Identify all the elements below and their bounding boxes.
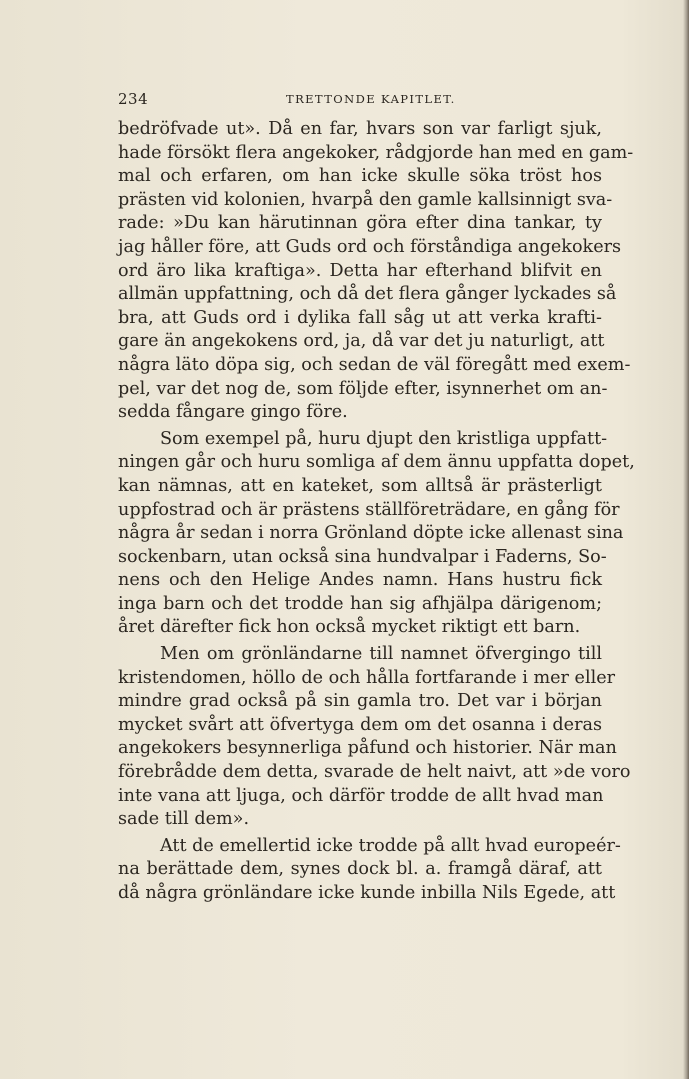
- text-line: ord äro lika kraftiga». Detta har efterhand blifvit en: [118, 260, 602, 281]
- text-line: bra, att Guds ord i dylika fall såg ut att verka krafti-: [118, 307, 602, 328]
- text-line: då några grönländare icke kunde inbilla Nils Egede, att: [118, 883, 616, 903]
- paragraph: [118, 428, 635, 640]
- text-line: hade försökt flera angekoker, rådgjorde han med en gam-: [118, 142, 634, 163]
- page-header: [118, 90, 602, 110]
- text-line: sockenbarn, utan också sina hundvalpar i Faderns, So-: [118, 546, 607, 567]
- text-line: mindre grad också på sin gamla tro. Det var i början: [118, 691, 602, 712]
- paragraph: [118, 835, 621, 906]
- text-line: Men om grönländarne till namnet öfvergingo till: [160, 644, 602, 665]
- text-line: mycket svårt att öfvertyga dem om det osanna i deras: [118, 714, 602, 735]
- text-line: rade: »Du kan härutinnan göra efter dina tankar, ty: [118, 213, 602, 234]
- text-line: ningen går och huru somliga af dem ännu uppfatta dopet,: [118, 452, 635, 473]
- text-line: sade till dem».: [118, 809, 250, 830]
- text-line: kan nämnas, att en kateket, som alltså är prästerligt: [118, 475, 602, 496]
- text-line: några år sedan i norra Grönland döpte icke allenast sina: [118, 523, 624, 544]
- page-number: 234: [118, 90, 149, 108]
- text-line: sedda fångare gingo före.: [118, 402, 348, 423]
- text-line: Som exempel på, huru djupt den kristliga uppfatt-: [160, 428, 608, 449]
- text-line: inga barn och det trodde han sig afhjälpa därigenom;: [118, 593, 602, 614]
- text-line: pel, var det nog de, som följde efter, isynnerhet om an-: [118, 378, 608, 399]
- text-line: uppfostrad och är prästens ställföreträdare, en gång för: [118, 499, 620, 520]
- paragraph: [118, 643, 631, 832]
- body-text: [118, 118, 635, 906]
- page-edge-shadow: [683, 0, 689, 1079]
- text-line: året därefter fick hon också mycket riktigt ett barn.: [118, 617, 581, 638]
- running-title: TRETTONDE KAPITLET.: [286, 92, 456, 106]
- text-line: na berättade dem, synes dock bl. a. framgå däraf, att: [118, 859, 602, 880]
- text-line: mal och erfaren, om han icke skulle söka tröst hos: [118, 166, 602, 187]
- text-line: nens och den Helige Andes namn. Hans hustru fick: [118, 570, 602, 591]
- paragraph: [118, 118, 634, 425]
- text-line: gare än angekokens ord, ja, då var det ju naturligt, att: [118, 331, 605, 352]
- text-line: bedröfvade ut». Då en far, hvars son var farligt sjuk,: [118, 119, 602, 139]
- text-line: prästen vid kolonien, hvarpå den gamle kallsinnigt sva-: [118, 189, 613, 210]
- text-line: inte vana att ljuga, och därför trodde de allt hvad man: [118, 785, 604, 806]
- text-line: Att de emellertid icke trodde på allt hvad europeér-: [160, 835, 621, 856]
- text-line: angekokers besynnerliga påfund och historier. När man: [118, 738, 617, 759]
- text-line: allmän uppfattning, och då det flera gånger lyckades så: [118, 284, 617, 305]
- text-line: några läto döpa sig, och sedan de väl föregått med exem-: [118, 354, 631, 375]
- text-line: förebrådde dem detta, svarade de helt naivt, att »de voro: [118, 762, 631, 783]
- text-line: jag håller före, att Guds ord och förståndiga angekokers: [118, 236, 622, 257]
- text-line: kristendomen, höllo de och hålla fortfarande i mer eller: [118, 667, 616, 688]
